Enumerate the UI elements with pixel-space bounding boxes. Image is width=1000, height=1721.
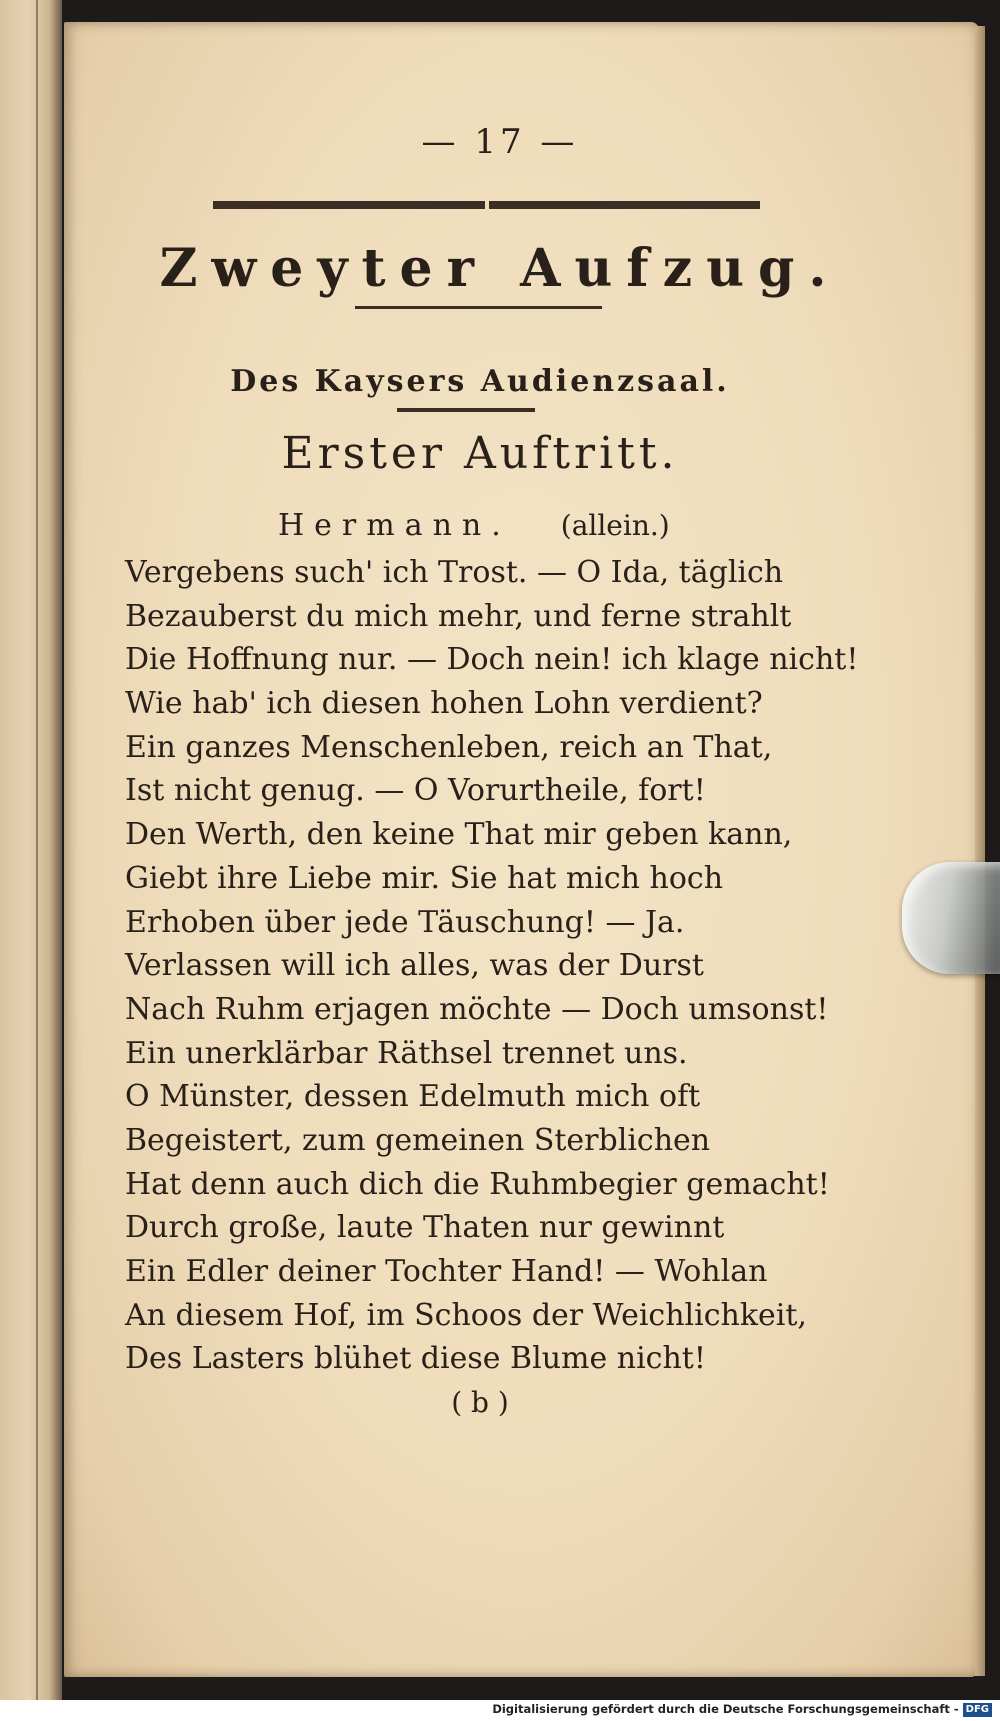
setting-rule xyxy=(397,408,535,412)
verse-line: Durch große, laute Thaten nur gewinnt xyxy=(125,1210,725,1246)
verse-line: Begeistert, zum gemeinen Sterblichen xyxy=(125,1122,711,1158)
verse-line: Vergebens such' ich Trost. — O Ida, täglich xyxy=(125,555,784,590)
verse-line: Ein Edler deiner Tochter Hand! — Wohlan xyxy=(125,1254,768,1289)
verse-line: Erhoben über jede Täuschung! — Ja. xyxy=(125,904,685,940)
act-title: Zweyter Aufzug. xyxy=(159,238,841,299)
verse-line: Giebt ihre Liebe mir. Sie hat mich hoch xyxy=(125,860,724,896)
verse-line: Verlassen will ich alles, was der Durst xyxy=(125,948,704,984)
dfg-logo: DFG xyxy=(963,1703,992,1717)
verse-block xyxy=(125,551,859,1381)
funding-credit xyxy=(492,1702,992,1717)
speaker-line xyxy=(278,508,758,543)
verse-line: Bezauberst du mich mehr, und ferne strahlt xyxy=(125,598,792,634)
stage-direction: (allein.) xyxy=(560,509,670,542)
funding-credit-text: Digitalisierung gefördert durch die Deutsche Forschungsgemeinschaft - xyxy=(492,1702,959,1716)
speaker-name: Hermann. xyxy=(278,508,511,543)
verse-line: Wie hab' ich diesen hohen Lohn verdient? xyxy=(125,686,763,722)
verse-line: Nach Ruhm erjagen möchte — Doch umsonst! xyxy=(125,991,829,1027)
verse-line: An diesem Hof, im Schoos der Weichlichkeit, xyxy=(125,1297,807,1333)
page-clip xyxy=(902,862,1000,974)
verse-line: Den Werth, den keine That mir geben kann, xyxy=(125,817,793,853)
page-number: — 17 — xyxy=(421,122,579,162)
verse-line: Ein unerklärbar Räthsel trennet uns. xyxy=(125,1035,688,1071)
title-underline xyxy=(355,306,602,309)
signature-mark: ( b ) xyxy=(451,1386,509,1419)
header-rule xyxy=(213,201,760,209)
verse-line: Ist nicht genug. — O Vorurtheile, fort! xyxy=(125,773,706,809)
verse-line: Die Hoffnung nur. — Doch nein! ich klage nicht! xyxy=(125,642,859,678)
setting-line: Des Kaysers Audienzsaal. xyxy=(230,364,730,399)
verse-line: Des Lasters blühet diese Blume nicht! xyxy=(125,1341,706,1377)
verse-line: Ein ganzes Menschenleben, reich an That, xyxy=(125,729,773,765)
verse-line: Hat denn auch dich die Ruhmbegier gemacht! xyxy=(125,1166,830,1202)
verse-line: O Münster, dessen Edelmuth mich oft xyxy=(125,1079,701,1115)
scene-title: Erster Auftritt. xyxy=(281,428,679,479)
